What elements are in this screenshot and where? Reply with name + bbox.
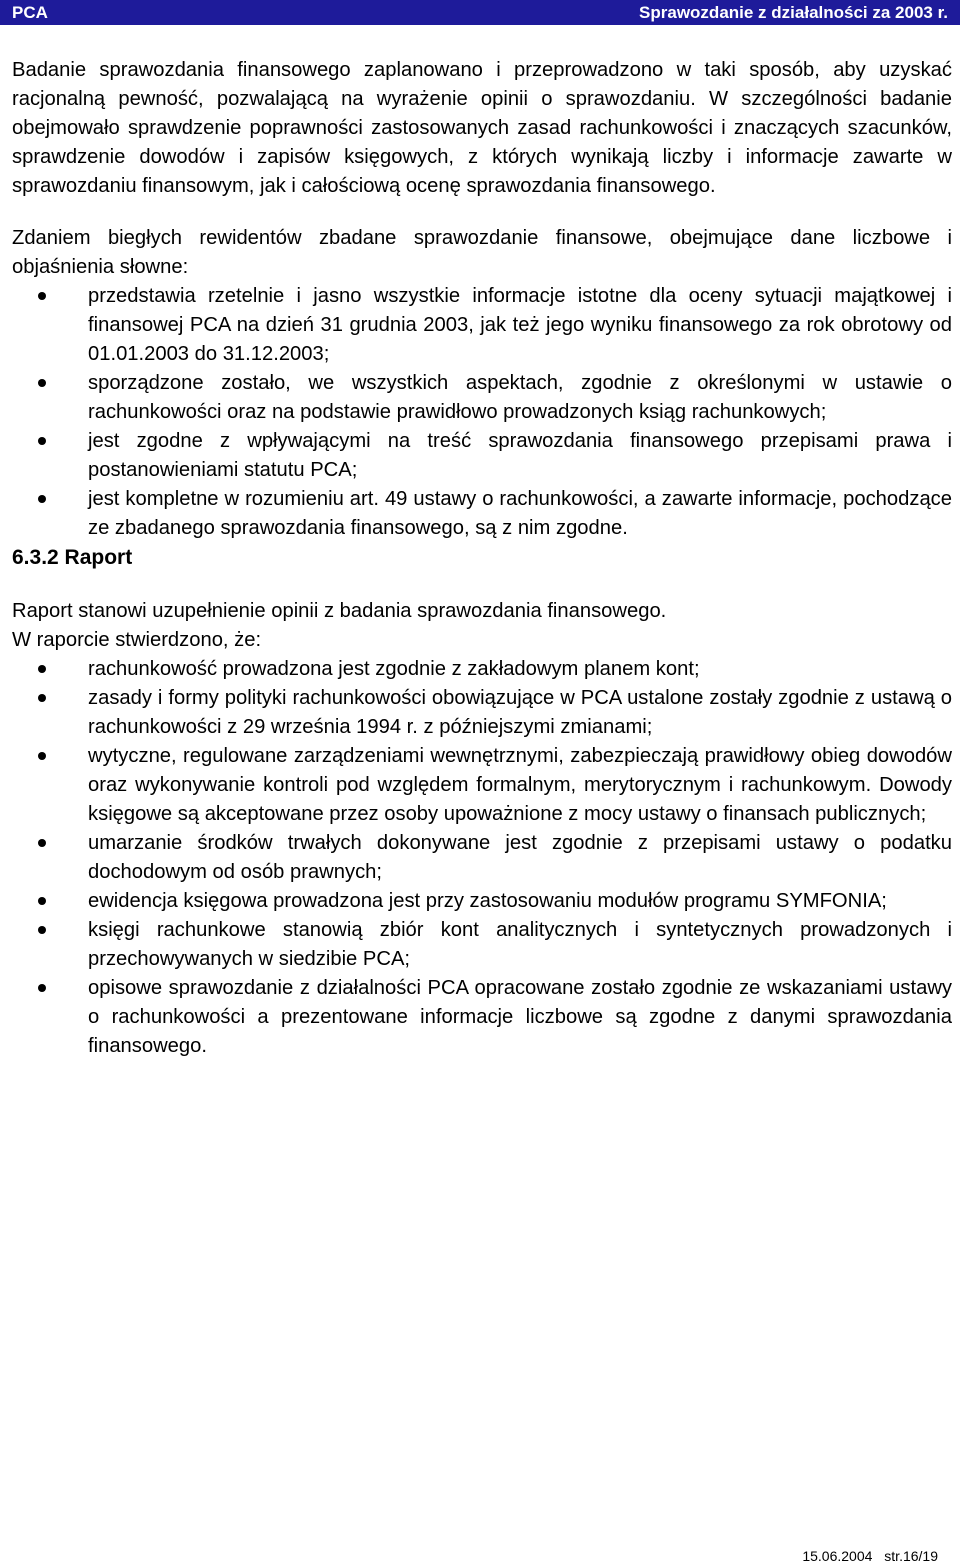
list-item: jest kompletne w rozumieniu art. 49 ustawy o rachunkowości, a zawarte informacje, pochodzące ze zbadanego sprawozdania finansowego, są z nim zgodne. [12,485,952,543]
list-item: księgi rachunkowe stanowią zbiór kont analitycznych i syntetycznych prowadzonych i przechowywanych w siedzibie PCA; [12,916,952,974]
footer-page-number: str.16/19 [884,1548,938,1564]
opinion-paragraph: Zdaniem biegłych rewidentów zbadane sprawozdanie finansowe, obejmujące dane liczbowe i objaśnienia słowne: [12,227,952,278]
list-item: umarzanie środków trwałych dokonywane jest zgodnie z przepisami ustawy o podatku dochodowym od osób prawnych; [12,829,952,887]
intro-paragraph: Badanie sprawozdania finansowego zaplanowano i przeprowadzono w taki sposób, aby uzyskać racjonalną pewność, pozwalającą na wyrażenie opinii o sprawozdaniu. W szczególności badanie obejmowało sprawdzenie poprawności zastosowanych zasad rachunkowości i znaczących szacunków, sprawdzenie dowodów i zapisów księgowych, z których wynikają liczby i informacje zawarte w sprawozdaniu finansowym, jak i całościową ocenę sprawozdania finansowego. [12,59,952,197]
page-header [0,0,960,25]
opinion-bullet-list [12,282,952,543]
list-item: rachunkowość prowadzona jest zgodnie z zakładowym planem kont; [12,655,952,684]
list-item: sporządzone zostało, we wszystkich aspektach, zgodnie z określonymi w ustawie o rachunkowości oraz na podstawie prawidłowo prowadzonych ksiąg rachunkowych; [12,369,952,427]
report-bullet-list [12,655,952,1061]
header-document-title: Sprawozdanie z działalności za 2003 r. [639,3,948,22]
page-footer [802,1548,938,1564]
list-item: opisowe sprawozdanie z działalności PCA opracowane zostało zgodnie ze wskazaniami ustawy o rachunkowości a prezentowane informacje liczbowe są zgodne z danymi sprawozdania finansowego. [12,974,952,1061]
list-item: przedstawia rzetelnie i jasno wszystkie informacje istotne dla oceny sytuacji majątkowej i finansowej PCA na dzień 31 grudnia 2003, jak też jego wyniku finansowego za rok obrotowy od 01.01.2003 do 31.12.2003; [12,282,952,369]
document-body [12,56,952,1061]
footer-date: 15.06.2004 [802,1548,873,1564]
report-findings-line: W raporcie stwierdzono, że: [12,629,262,651]
report-intro-line: Raport stanowi uzupełnienie opinii z badania sprawozdania finansowego. [12,600,667,622]
section-heading: 6.3.2 Raport [12,546,133,569]
list-item: jest zgodne z wpływającymi na treść sprawozdania finansowego przepisami prawa i postanowieniami statutu PCA; [12,427,952,485]
list-item: zasady i formy polityki rachunkowości obowiązujące w PCA ustalone zostały zgodnie z ustawą o rachunkowości z 29 września 1994 r. z późniejszymi zmianami; [12,684,952,742]
list-item: wytyczne, regulowane zarządzeniami wewnętrznymi, zabezpieczają prawidłowy obieg dowodów oraz wykonywanie kontroli pod względem formalnym, merytorycznym i rachunkowym. Dowody księgowe są akceptowane przez osoby upoważnione z mocy ustawy o finansach publicznych; [12,742,952,829]
list-item: ewidencja księgowa prowadzona jest przy zastosowaniu modułów programu SYMFONIA; [12,887,952,916]
header-org-name: PCA [12,3,48,22]
